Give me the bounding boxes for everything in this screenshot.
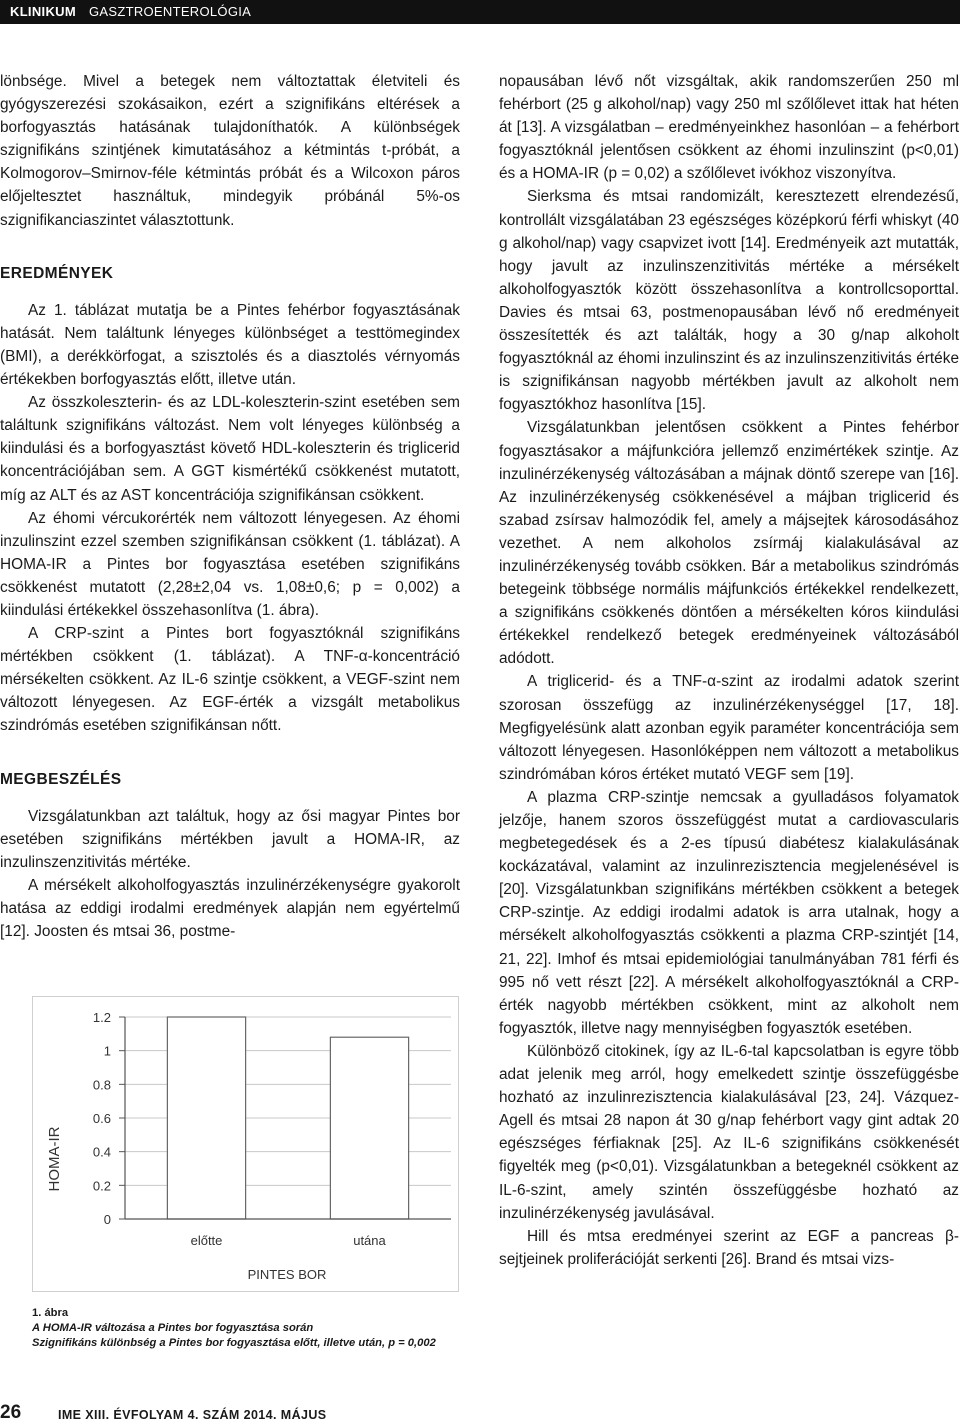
- chart-bar-2: [330, 1037, 408, 1219]
- section-title: KLINIKUM: [10, 4, 76, 19]
- left-column: [0, 70, 460, 943]
- page-footer: [0, 1404, 500, 1423]
- discussion-paragraph-2: A mérsékelt alkoholfogyasztás inzulinérzékenységre gyakorolt hatása az eddigi irodalmi eredmények alapján nem egyértelmű [12]. Joosten és mtsai 36, postme-: [0, 876, 460, 941]
- results-paragraph-3: Az éhomi vércukorérték nem változott lényegesen. Az éhomi inzulinszint ezzel szemben szignifikánsan csökkent (1. táblázat). A HOMA-IR a Pintes bor fogyasztása esetében szignifikáns csökkenést mutatott (2,28±2,04 vs. 1,08±0,6; p = 0,002) a kiindulási értékekkel összehasonlítva (1. ábra).: [0, 509, 460, 619]
- results-paragraph-1: Az 1. táblázat mutatja be a Pintes fehérbor fogyasztásának hatását. Nem találtunk lényeges különbséget a testtömegindex (BMI), a derékkörfogat, a szisztolés és a diasztolés vérnyomás értékekben borfogyasztás előtt, illetve után.: [0, 301, 460, 389]
- homa-ir-figure: [32, 996, 459, 1292]
- caption-number: 1. ábra: [32, 1307, 69, 1319]
- results-paragraph-4: A CRP-szint a Pintes bort fogyasztóknál szignifikáns mértékben csökkent (1. táblázat). A TNF-α-koncentráció mérsékelten csökkent. Az IL-6 szintje csökkent, a VEGF-szint nem változott lényegesen. Az EGF-érték a vizsgált metabolikus szindrómás esetében szignifikánsan nőtt.: [0, 625, 460, 735]
- discussion-heading: MEGBESZÉLÉS: [0, 770, 122, 788]
- results-heading: EREDMÉNYEK: [0, 264, 114, 282]
- chart-y-axis-label: HOMA-IR: [46, 1126, 63, 1192]
- chart-y-tick-label: 1: [103, 1043, 111, 1059]
- chart-y-tick-label: 0.6: [92, 1111, 111, 1126]
- chart-y-tick-label: 0.8: [92, 1077, 111, 1093]
- chart-x-axis-label: PINTES BOR: [247, 1267, 327, 1282]
- page-number: 26: [0, 1402, 22, 1423]
- right-paragraph-1: nopausában lévő nőt vizsgáltak, akik randomszerűen 250 ml fehérbort (25 g alkohol/nap) vagy 250 ml szőlőlevet ittak hat héten át [13]. A vizsgálatban – eredményeinkhez hasonlóan – a fehérbort fogyasztóknál jelentősen csökkent az éhomi inzulinszint (p<0,01) és a HOMA-IR (p = 0,02) a szőlőlevet ivókhoz viszonyítva.: [499, 73, 959, 183]
- right-paragraph-2: Sierksma és mtsai randomizált, keresztezett elrendezésű, kontrollált vizsgálatában 23 egészséges középkorú férfi whiskyt (40 g alkohol/nap) vagy csapvizet ivott [14]. Eredményeik azt mutatták, hogy javult az inzulinszenzitivitás mértéke a mérsékelt alkoholfogyasztók között összehasonlítva a kontrollcsoporttal. Davies és mtsai 63, postmenopausában lévő nő eredményeit összesítették és azt találták, hogy a 30 g/nap alkoholt fogyasztóknál az éhomi inzulinszint és az inzulinszenzitivitás értéke is szignifikánsan nagyobb mértékben javult az alkoholt nem fogyasztókhoz hasonlítva [15].: [499, 188, 959, 414]
- chart-y-tick-label: 0.2: [92, 1178, 111, 1194]
- chart-y-tick-label: 1.2: [92, 1010, 111, 1025]
- intro-paragraph: lönbsége. Mivel a betegek nem változtattak életviteli és gyógyszerezési szokásaikon, ezért a szignifikáns eltérések a borfogyasztás hatásának tulajdoníthatók. A különbségek szignifikáns szintjének kimutatásához a kétmintás t-próbát, a Kolmogorov–Smirnov-féle kétmintás próbát és a Wilcoxon páros előjeltesztet használtuk, mindegyik próbánál 5%-os szignifikanciaszintet választottunk.: [0, 73, 460, 229]
- right-paragraph-7: Hill és mtsa eredményei szerint az EGF a pancreas β-sejtjeinek proliferációját serkenti [26]. Brand és mtsai vizs-: [499, 1227, 959, 1268]
- subsection-title: GASZTROENTEROLÓGIA: [89, 4, 252, 19]
- chart-y-tick-label: 0: [103, 1212, 111, 1227]
- right-paragraph-4: A triglicerid- és a TNF-α-szint az irodalmi adatok szerint szorosan összefügg az inzulinérzékenységgel [17, 18]. Megfigyelésünk alatt azonban egyik paraméter koncentrációja sem változott lényegesen. Hasonlóképpen nem változott a metabolikus szindrómában kóros értéket mutató VEGF sem [19].: [499, 673, 959, 783]
- chart-y-tick-label: 0.4: [92, 1144, 111, 1160]
- header-bar: [0, 0, 960, 24]
- right-paragraph-3: Vizsgálatunkban jelentősen csökkent a Pintes fehérbor fogyasztásakor a májfunkcióra jellemző enzimértékek szintje. Az inzulinérzékenység változásában a májnak döntő szerepe van [16]. Az inzulinérzékenység csökkenésével a májban triglicerid és szabad zsírsav halmozódik fel, amely a májsejtek károsodásához vezethet. A nem alkoholos zsírmáj kialakulásával az inzulinérzékenység tovább csökken. Bár a metabolikus szindrómás betegeink többsége normális májfunkciós értékekkel rendelkezett, a szignifikáns csökkenés döntően a mérsékelten kóros kiindulási értékekkel rendelkező betegek eredményeinek változásából adódott.: [499, 419, 959, 668]
- figure-caption: [32, 1306, 462, 1351]
- discussion-paragraph-1: Vizsgálatunkban azt találtuk, hogy az ősi magyar Pintes bor esetében szignifikáns mértékben javult a HOMA-IR, az inzulinszenzitivitás mértéke.: [0, 807, 460, 871]
- right-paragraph-5: A plazma CRP-szintje nemcsak a gyulladásos folyamatok jelzője, hanem szoros összefüggést mutat a cardiovascularis megbetegedések és a 2-es típusú diabétesz kialakulásának kockázatával, valamint az inzulinrezisztencia megjelenésével is [20]. Vizsgálatunkban szignifikáns mértékben csökkent a betegek CRP-szintje. Az eddigi irodalmi adatok is arra utalnak, hogy a mérsékelt alkoholfogyasztás csökkenti a plazma CRP-szintjét [14, 21, 22]. Imhof és mtsai epidemiológiai tanulmányában 781 férfi és 995 nő vett részt [22]. A mérsékelt alkoholfogyasztóknál a CRP-érték nagyobb mértékben csökkent, mint az alkoholt nem fogyasztók, illetve nagy mennyiségben fogyasztók esetében.: [499, 788, 959, 1037]
- right-column: [499, 70, 959, 1271]
- caption-note: Szignifikáns különbség a Pintes bor fogyasztása előtt, illetve után, p = 0,002: [32, 1337, 436, 1349]
- caption-title: A HOMA-IR változása a Pintes bor fogyasztása során: [32, 1322, 314, 1334]
- chart-x-tick-label: előtte: [190, 1233, 223, 1248]
- results-paragraph-2: Az összkoleszterin- és az LDL-koleszterin-szint esetében sem találtunk szignifikáns változást. Nem volt lényeges különbség a kiindulási és a borfogyasztást követő HDL-koleszterin és triglicerid koncentrációjában sem. A GGT kismértékű csökkenést mutatott, míg az ALT és az AST koncentrációja szignifikánsan csökkent.: [0, 394, 460, 504]
- journal-info: IME XIII. ÉVFOLYAM 4. SZÁM 2014. MÁJUS: [58, 1408, 327, 1422]
- chart-bar-1: [167, 1017, 245, 1219]
- homa-ir-chart: [33, 997, 458, 1291]
- chart-x-tick-label: utána: [353, 1233, 386, 1248]
- right-paragraph-6: Különböző citokinek, így az IL-6-tal kapcsolatban is egyre több adat jelenik meg arról, hogy emelkedett szintje összefüggésbe hozható az inzulinrezisztencia kialakulásával [23, 24]. Vázquez-Agell és mtsai 28 napon át 30 g/nap fehérbort vagy gint adtak 20 egészséges férfiaknak [25]. Az IL-6 szignifikáns csökkenését figyelték meg (p<0,01). Vizsgálatunkban a betegeknél csökkent az IL-6-szint, amely szintén összefüggésbe hozható az inzulinérzékenység javulásával.: [499, 1042, 959, 1222]
